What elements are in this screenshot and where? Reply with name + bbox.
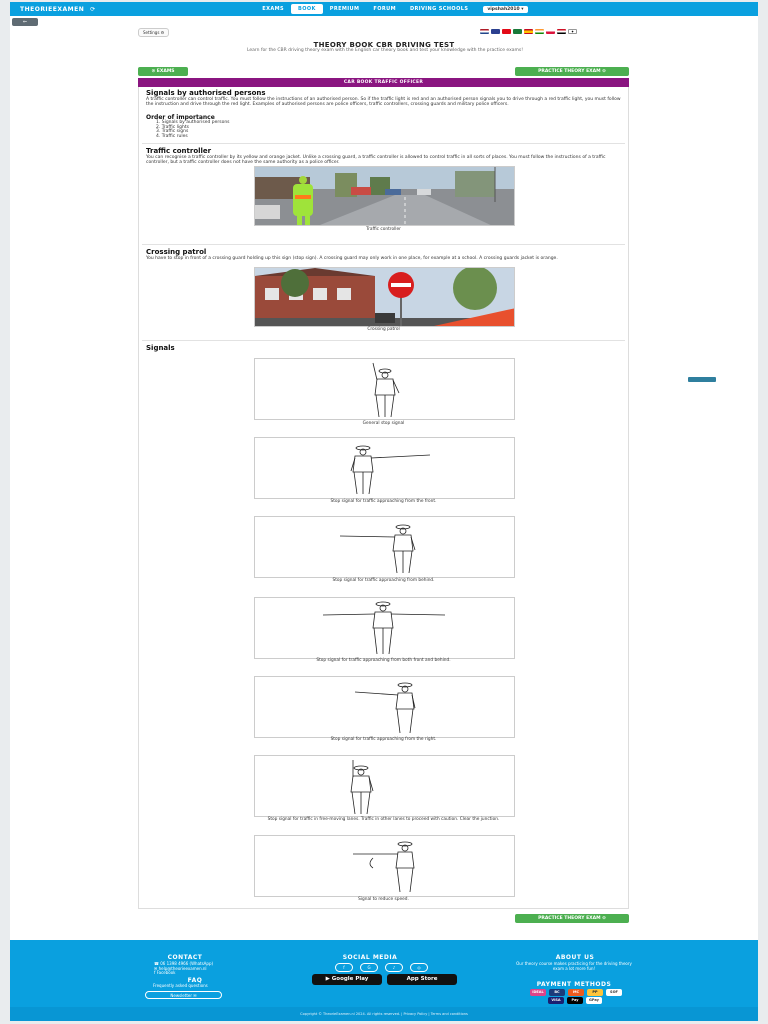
settings-button[interactable]: Settings ⚙ (138, 28, 169, 37)
instagram-icon[interactable]: ◎ (410, 963, 428, 972)
order-item: 2. Traffic lights (156, 124, 189, 130)
signal-image-right (254, 676, 515, 738)
whatsapp-label: 06 1398 4966 (WhatsApp) (160, 961, 214, 966)
signal-image-free-lanes (254, 755, 515, 817)
heading-traffic-controller: Traffic controller (146, 147, 212, 155)
page-title: THEORY BOOK CBR DRIVING TEST (313, 41, 455, 49)
bancontact-icon: BC (549, 989, 565, 996)
payment-icons-row2 (548, 997, 602, 1004)
section-header-bar: CAR BOOK TRAFFIC OFFICER (138, 78, 629, 87)
newsletter-label: Newsletter (170, 993, 192, 998)
footer-copyright: Copyright © TheorieExamen.nl 2024. All rights reserved. | Privacy Policy | Terms and conditions (10, 1007, 758, 1021)
signal-image-front (254, 437, 515, 499)
caption-crossing-patrol: Crossing patrol (367, 327, 400, 332)
heading-signals-authorised: Signals by authorised persons (146, 89, 266, 97)
divider (142, 143, 625, 144)
caption-signal-behind: Stop signal for traffic approaching from behind. (332, 578, 435, 583)
email-label: help@theorieexamen.nl (158, 965, 207, 971)
google-play-button[interactable]: ▶ Google Play (312, 974, 382, 985)
flag-nl-icon[interactable] (480, 29, 489, 34)
caption-traffic-controller: Traffic controller (366, 227, 401, 232)
footer-about-title: ABOUT US (555, 954, 595, 961)
divider (142, 340, 625, 341)
caption-signal-front-behind: Stop signal for traffic approaching from both front and behind. (316, 658, 451, 663)
footer-social-title: SOCIAL MEDIA (342, 954, 398, 961)
heading-crossing-patrol: Crossing patrol (146, 248, 207, 256)
flag-ar-icon[interactable] (513, 29, 522, 34)
order-item: 4. Traffic rules (156, 133, 188, 139)
caption-signal-right: Stop signal for traffic approaching from the right. (330, 737, 437, 742)
footer-faq-title: FAQ (187, 977, 203, 984)
top-navbar (10, 2, 758, 16)
footer-contact-list (154, 962, 213, 976)
apple-pay-icon: Pay (567, 997, 583, 1004)
facebook-label: Facebook (156, 970, 176, 975)
visa-icon: VISA (548, 997, 564, 1004)
user-menu-button[interactable]: vipshah2010 ▾ (483, 6, 527, 13)
exams-button-label: EXAMS (156, 69, 175, 74)
practice-exam-button-bottom[interactable]: PRACTICE THEORY EXAM ⊙ (515, 914, 629, 923)
flag-more-icon[interactable]: ✦ (568, 29, 577, 34)
traffic-controller-photo (254, 166, 515, 226)
heading-order-importance: Order of importance (146, 114, 215, 121)
language-flags (480, 29, 577, 34)
flag-tr-icon[interactable] (502, 29, 511, 34)
app-store-label: App Store (406, 976, 438, 982)
para-traffic-controller: You can recognise a traffic controller by its yellow and orange jacket. Unlike a crossing guard, a traffic controller is allowed to control traffic in all sorts of places. You must follow the instructions of a traffic controller, but a traffic controller does not have the same authority as a police officer. (146, 155, 606, 165)
crossing-patrol-photo (254, 267, 515, 327)
sofort-icon: SOF (606, 989, 622, 996)
caption-signal-free-lanes: Stop signal for traffic in free-moving lanes. Traffic in other lanes to proceed with caution. Clear the junction. (267, 817, 500, 822)
para-signals-authorised: A traffic controller can control traffic. You must follow the instructions of an authorised person. So if the traffic light is red and an authorised person signals you to drive through a red traffic light, you must follow the instruction and drive through the red light. Examples of authorised persons are police officers, traffic controllers, crossing guards and military police officers. (146, 97, 621, 107)
page-subtitle: Learn for the CBR driving theory exam with the English car theory book and test your knowledge with the practice exams! (246, 48, 524, 53)
flag-es-icon[interactable] (524, 29, 533, 34)
para-crossing-patrol: You have to stop in front of a crossing guard holding up this sign (stop sign). A crossing guard may only work in one place, for example at a school. A crossing guards jacket is orange. (146, 256, 558, 261)
heading-signals: Signals (146, 344, 175, 352)
faq-link[interactable]: Frequently asked questions (153, 983, 208, 988)
order-list (156, 121, 230, 139)
signal-image-reduce-speed (254, 835, 515, 897)
caption-signal-front: Stop signal for traffic approaching from the front. (330, 499, 437, 504)
tiktok-icon[interactable]: ♪ (385, 963, 403, 972)
social-icons (335, 963, 428, 972)
signal-image-behind (254, 516, 515, 578)
order-item: 3. Traffic signs (156, 129, 189, 134)
payment-icons-row1 (530, 989, 622, 996)
refresh-icon[interactable]: ⟳ (90, 5, 96, 13)
footer-contact-title: CONTACT (167, 954, 203, 961)
nav-exams[interactable]: EXAMS (262, 6, 284, 12)
google-play-label: Google Play (331, 976, 369, 982)
footer-about-text: Our theory course makes practicing for the driving theory exam a lot more fun! (516, 961, 632, 971)
practice-button-label-top: PRACTICE THEORY EXAM (538, 69, 601, 74)
footer-payment-title: PAYMENT METHODS (536, 981, 612, 988)
divider (142, 244, 625, 245)
nav-forum[interactable]: FORUM (373, 6, 396, 12)
nav-premium[interactable]: PREMIUM (329, 6, 360, 12)
caption-signal-reduce-speed: Signal to reduce speed. (358, 897, 409, 902)
ideal-icon: iDEAL (530, 989, 546, 996)
flag-en-icon[interactable] (491, 29, 500, 34)
google-icon[interactable]: G (360, 963, 378, 972)
flag-in-icon[interactable] (535, 29, 544, 34)
flag-sy-icon[interactable] (557, 29, 566, 34)
settings-label: Settings (143, 30, 160, 35)
nav-book[interactable]: BOOK (291, 4, 323, 14)
app-store-button[interactable] (387, 974, 457, 985)
practice-exam-button-top[interactable]: PRACTICE THEORY EXAM ⊙ (515, 67, 629, 76)
brand-logo[interactable]: THEORIEEXAMEN (20, 5, 85, 13)
signal-image-front-behind (254, 597, 515, 659)
paypal-icon: PP (587, 989, 603, 996)
mastercard-icon: MC (568, 989, 584, 996)
google-pay-icon: GPay (586, 997, 602, 1004)
exams-button[interactable]: ⊙ EXAMS (138, 67, 188, 76)
facebook-icon[interactable]: f (335, 963, 353, 972)
side-feedback-tab[interactable] (688, 377, 716, 382)
back-button[interactable]: ⇐ (12, 18, 38, 26)
order-item: 1. Signals by authorised persons (156, 120, 230, 125)
newsletter-button[interactable]: Newsletter ✉ (145, 991, 222, 999)
nav-links (255, 2, 475, 16)
practice-button-label-bottom: PRACTICE THEORY EXAM (538, 916, 601, 921)
signal-image-general-stop (254, 358, 515, 420)
flag-pl-icon[interactable] (546, 29, 555, 34)
user-name: vipshah2010 (487, 6, 520, 12)
facebook-link[interactable]: f Facebook (154, 970, 176, 975)
whatsapp-link[interactable]: ☎ 06 1398 4966 (WhatsApp) (154, 961, 214, 966)
email-link[interactable]: ✉ help@theorieexamen.nl (154, 965, 207, 971)
nav-driving-schools[interactable]: DRIVING SCHOOLS (409, 6, 469, 12)
caption-signal-general-stop: General stop signal (362, 421, 405, 426)
